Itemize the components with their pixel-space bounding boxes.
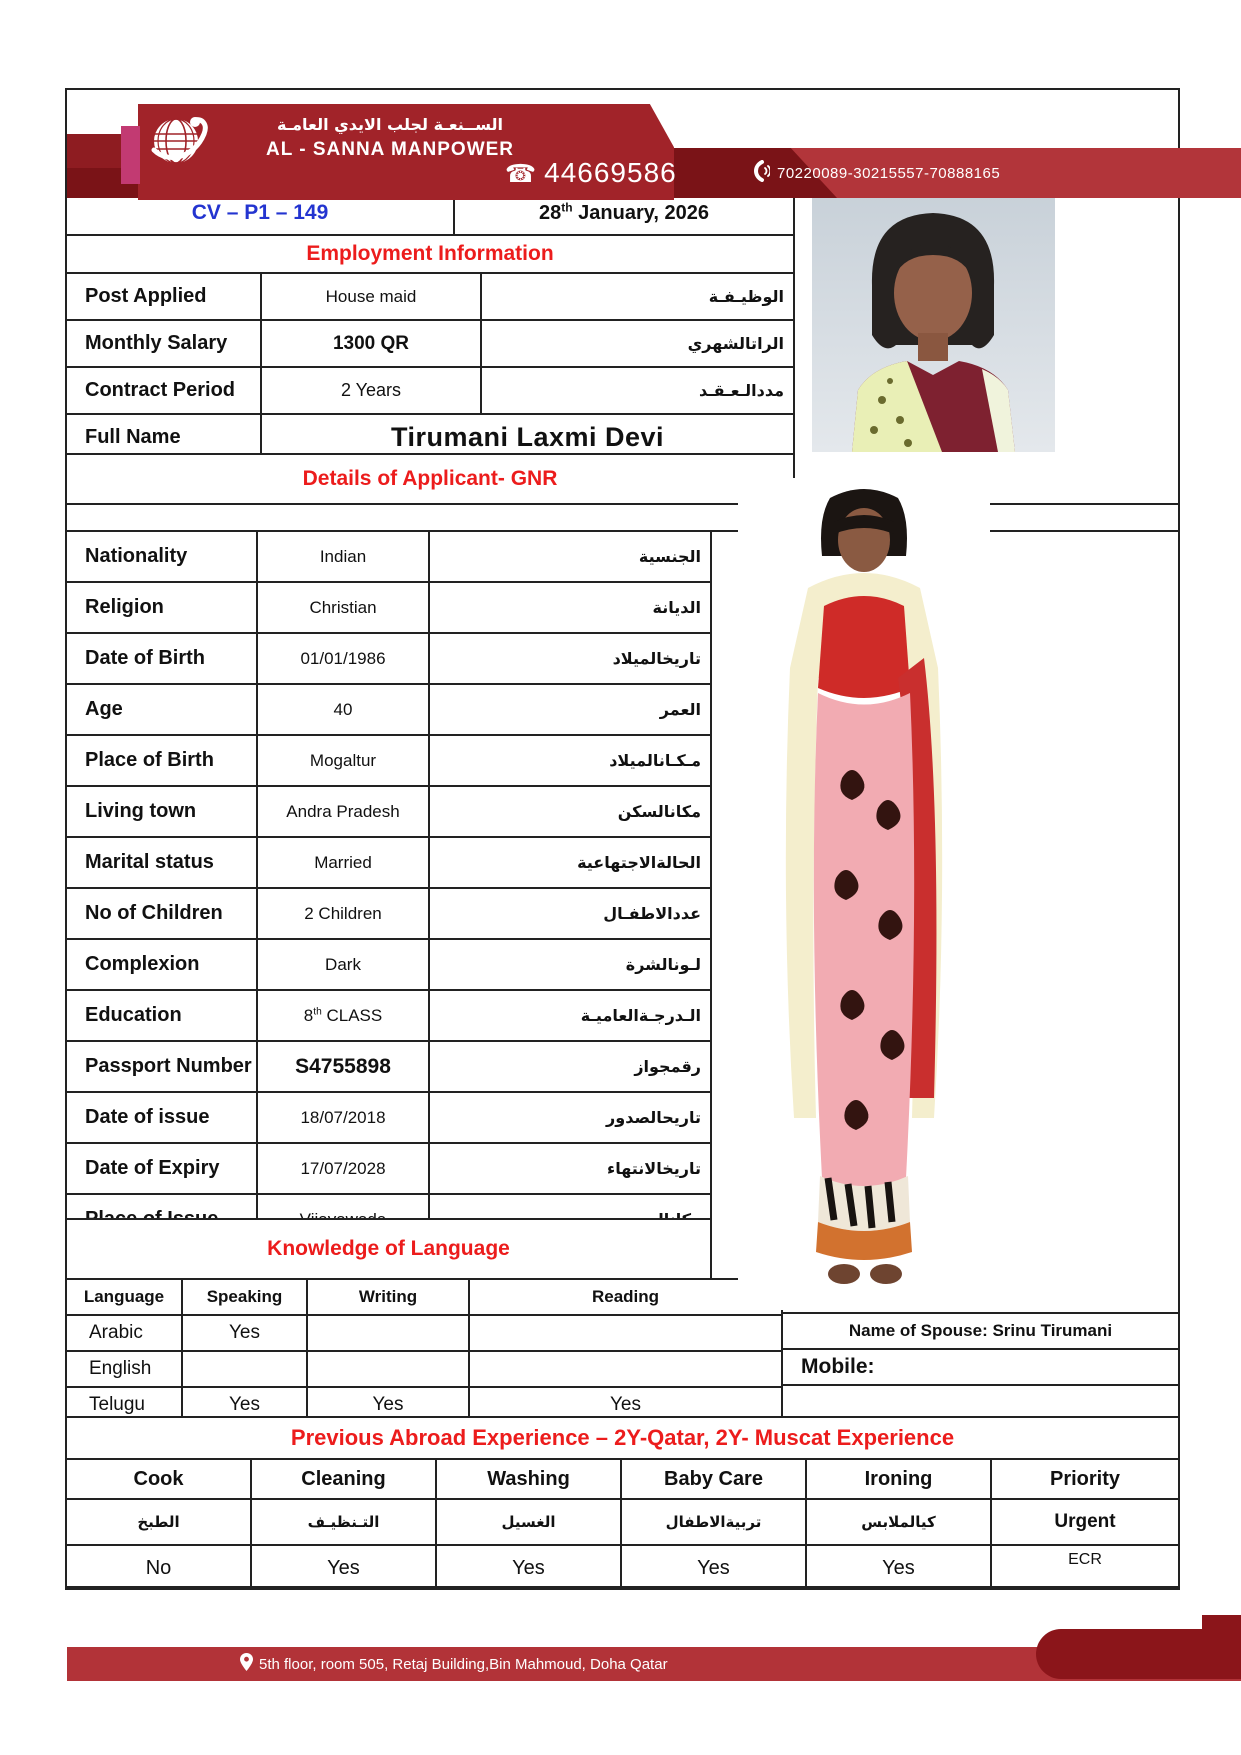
row-value: 2 Years xyxy=(262,368,482,413)
company-name-arabic: الســنعـة لجلب الايدي العامـة xyxy=(276,115,504,134)
row-arabic-label: تاريخالميلاد xyxy=(612,649,701,668)
table-row xyxy=(67,634,710,685)
row-value: 2 Children xyxy=(258,889,430,938)
language-header-row xyxy=(67,1280,781,1316)
applicant-full-name: Tirumani Laxmi Devi xyxy=(390,421,665,452)
column-header: Cleaning xyxy=(252,1460,437,1498)
row-label: Nationality xyxy=(67,532,258,581)
experience-value: Yes xyxy=(252,1546,437,1590)
empty-row xyxy=(783,1386,1178,1420)
row-value: Christian xyxy=(258,583,430,632)
table-row xyxy=(67,787,710,838)
row-label: Date of Birth xyxy=(67,634,258,683)
row-value: House maid xyxy=(262,274,482,319)
row-value: Mogaltur xyxy=(258,736,430,785)
row-arabic-label: مكانالسكن xyxy=(617,802,701,821)
phone-number: 44669586 xyxy=(544,157,677,188)
column-header: Washing xyxy=(437,1460,622,1498)
experience-value: Yes xyxy=(437,1546,622,1590)
table-row xyxy=(67,274,793,321)
table-row xyxy=(67,1144,710,1195)
row-value: 1300 QR xyxy=(262,321,482,366)
column-header: Writing xyxy=(308,1280,470,1314)
row-label: Education xyxy=(67,991,258,1040)
table-row xyxy=(67,1093,710,1144)
column-arabic-label: الغسيل xyxy=(437,1500,622,1544)
row-arabic-label: مـكـانالميلاد xyxy=(609,751,701,770)
experience-arabic-row xyxy=(67,1500,1178,1546)
passport-number: S4755898 xyxy=(258,1042,430,1091)
empty-cell xyxy=(783,1386,1178,1420)
language-cell xyxy=(470,1316,781,1350)
footer-dark-shape xyxy=(1036,1629,1241,1679)
experience-values-row xyxy=(67,1546,1178,1590)
row-label: Monthly Salary xyxy=(67,321,262,366)
row-arabic-label: الوظيـفـة xyxy=(708,287,784,306)
language-cell: Yes xyxy=(610,1394,641,1415)
header-band-stub xyxy=(67,134,122,168)
row-label: Complexion xyxy=(67,940,258,989)
row-value: 17/07/2028 xyxy=(258,1144,430,1193)
row-label: Date of Expiry xyxy=(67,1144,258,1193)
row-arabic-label: العمر xyxy=(659,700,701,719)
language-cell: Yes xyxy=(308,1388,470,1422)
row-label: Marital status xyxy=(67,838,258,887)
language-cell xyxy=(308,1352,470,1386)
row-value: 01/01/1986 xyxy=(258,634,430,683)
mobile-label: Mobile: xyxy=(801,1355,875,1378)
row-label: Place of Birth xyxy=(67,736,258,785)
employment-table xyxy=(65,272,795,455)
mobile-call-icon xyxy=(750,160,770,187)
language-name: Telugu xyxy=(67,1388,183,1422)
row-arabic-label: عددالاطفـال xyxy=(603,904,701,923)
column-arabic-label: الطبخ xyxy=(67,1500,252,1544)
cv-date: 28th January, 2026 xyxy=(539,199,709,224)
telephone-icon: ☎ xyxy=(505,158,537,188)
language-cell xyxy=(470,1352,781,1386)
row-value: 8th CLASS xyxy=(258,991,430,1040)
row-arabic-label: الـدرجـةالعاميـة xyxy=(580,1006,701,1025)
row-label: Contract Period xyxy=(67,368,262,413)
table-row xyxy=(67,1042,710,1093)
globe-logo-icon xyxy=(148,110,212,170)
table-row xyxy=(67,368,793,415)
location-pin-icon xyxy=(240,1653,253,1676)
row-arabic-label: لـونالشرة xyxy=(625,955,701,974)
row-arabic-label: تاريحالصدور xyxy=(606,1108,701,1127)
table-row xyxy=(67,685,710,736)
cv-number: CV – P1 – 149 xyxy=(67,192,455,234)
table-row xyxy=(67,321,793,368)
company-name-english: AL - SANNA MANPOWER xyxy=(265,139,515,160)
spouse-info-block xyxy=(781,1312,1180,1418)
language-name: Arabic xyxy=(67,1316,183,1350)
spouse-name-row xyxy=(783,1314,1178,1350)
language-name: English xyxy=(67,1352,183,1386)
table-row xyxy=(67,532,710,583)
row-value: Andra Pradesh xyxy=(258,787,430,836)
experience-value: No xyxy=(67,1546,252,1590)
row-arabic-label: رقمجواز xyxy=(634,1057,701,1076)
language-cell: Yes xyxy=(183,1316,308,1350)
table-row xyxy=(67,736,710,787)
column-header: Cook xyxy=(67,1460,252,1498)
applicant-details-table xyxy=(65,530,712,1220)
row-arabic-label: الراتالشهري xyxy=(687,334,784,353)
row-arabic-label: الجنسية xyxy=(638,547,701,566)
experience-value: Yes xyxy=(807,1546,992,1590)
details-section-title: Details of Applicant- GNR xyxy=(65,453,795,505)
phone-block xyxy=(505,148,677,198)
language-section-title: Knowledge of Language xyxy=(65,1218,712,1280)
row-value: Dark xyxy=(258,940,430,989)
address-text: 5th floor, room 505, Retaj Building,Bin Mahmoud, Doha Qatar xyxy=(259,1655,668,1673)
spouse-name: Name of Spouse: Srinu Tirumani xyxy=(848,1321,1113,1340)
row-value: 18/07/2018 xyxy=(258,1093,430,1142)
priority-urgent-label: Urgent xyxy=(1054,1511,1116,1532)
footer-address xyxy=(240,1647,668,1681)
row-arabic-label: الحالةالاجتهاعية xyxy=(577,853,701,872)
language-cell xyxy=(308,1316,470,1350)
ecr-value: ECR xyxy=(1068,1551,1102,1568)
language-cell xyxy=(183,1352,308,1386)
column-arabic-label: كيالملابس xyxy=(807,1500,992,1544)
column-arabic-label: تربيةالاطفال xyxy=(622,1500,807,1544)
row-arabic-label: الديانة xyxy=(652,598,701,617)
language-cell: Yes xyxy=(183,1388,308,1422)
row-value: Indian xyxy=(258,532,430,581)
experience-section-title: Previous Abroad Experience – 2Y-Qatar, 2Y- Muscat Experience xyxy=(65,1416,1180,1460)
row-label: Full Name xyxy=(67,415,262,459)
table-row xyxy=(67,838,710,889)
mobile-block xyxy=(750,152,1000,194)
column-header: Priority xyxy=(1049,1467,1121,1490)
language-table xyxy=(65,1278,783,1418)
spacer-row xyxy=(65,503,1180,532)
column-header: Baby Care xyxy=(622,1460,807,1498)
row-arabic-label: مددالـعـقـد xyxy=(698,381,784,400)
experience-table xyxy=(65,1458,1180,1588)
applicant-passport-photo xyxy=(812,185,1055,452)
row-label: Date of issue xyxy=(67,1093,258,1142)
employment-section-title: Employment Information xyxy=(65,234,795,274)
column-header: Speaking xyxy=(183,1280,308,1314)
table-row xyxy=(67,1352,781,1388)
table-row xyxy=(67,889,710,940)
column-header: Language xyxy=(67,1280,183,1314)
column-header: Ironing xyxy=(807,1460,992,1498)
column-header: Reading xyxy=(591,1287,660,1306)
table-row-education xyxy=(67,991,710,1042)
row-label: Passport Number xyxy=(67,1042,258,1091)
row-label: No of Children xyxy=(67,889,258,938)
experience-header-row xyxy=(67,1460,1178,1500)
row-value: 40 xyxy=(258,685,430,734)
row-label: Living town xyxy=(67,787,258,836)
row-label: Religion xyxy=(67,583,258,632)
mobile-numbers: 70220089-30215557-70888165 xyxy=(777,164,1001,182)
column-arabic-label: التـنظيـف xyxy=(252,1500,437,1544)
row-label: Post Applied xyxy=(67,274,262,319)
experience-value: Yes xyxy=(622,1546,807,1590)
row-label: Age xyxy=(67,685,258,734)
table-row xyxy=(67,583,710,634)
applicant-full-body-photo xyxy=(738,478,990,1310)
mobile-row xyxy=(783,1350,1178,1386)
row-arabic-label: تاريخالانتهاء xyxy=(607,1159,701,1178)
table-row xyxy=(67,1316,781,1352)
header-pink-stripe xyxy=(121,126,140,184)
row-value: Married xyxy=(258,838,430,887)
table-row xyxy=(67,940,710,991)
